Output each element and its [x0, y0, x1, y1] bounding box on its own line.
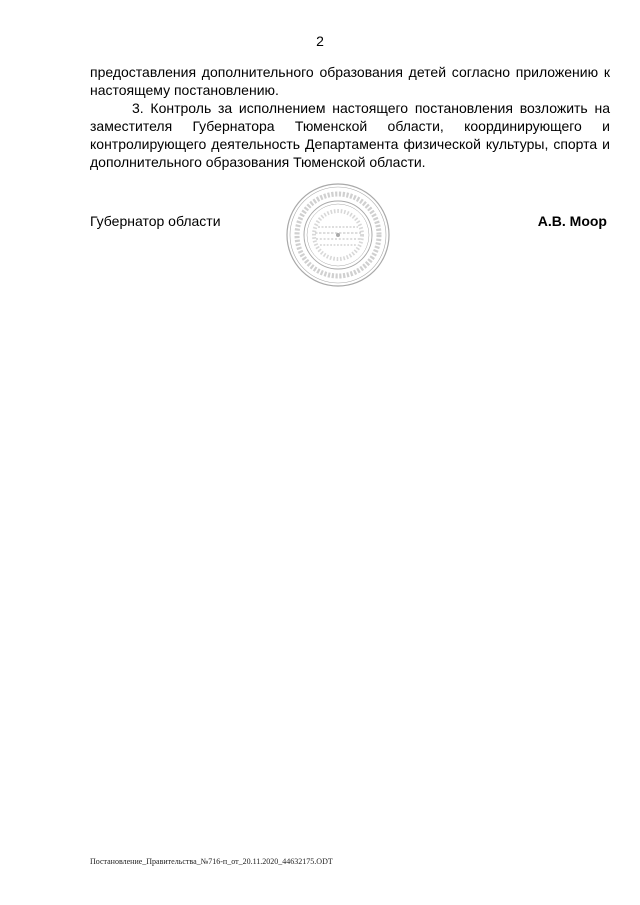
paragraph-continuation: предоставления дополнительного образования детей согласно приложению к настоящему постановлению. — [90, 64, 610, 98]
document-footer: Постановление_Правительства_№716-п_от_20.11.2020_44632175.ODT — [90, 857, 333, 866]
signatory-title: Губернатор области — [90, 213, 221, 229]
official-seal-icon — [285, 182, 391, 288]
signatory-name: А.В. Моор — [537, 213, 607, 229]
paragraph-control-clause: 3. Контроль за исполнением настоящего постановления возложить на заместителя Губернатора Тюменской области, координирующего и контролирующего деятельность Департамента физической культуры, спорта и дополнительного образования Тюменской области. — [90, 100, 610, 170]
page-number: 2 — [316, 33, 324, 49]
